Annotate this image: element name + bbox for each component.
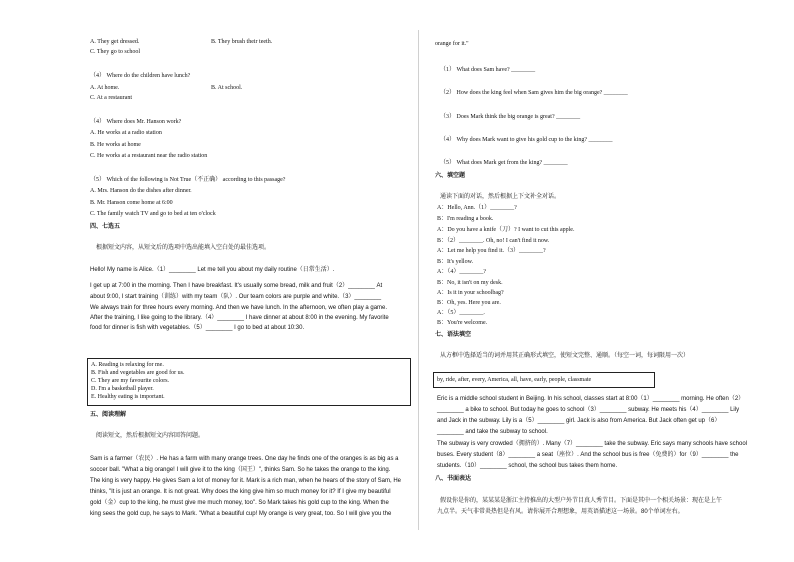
option-item: B. Fish and vegetables are good for us. [91,370,185,376]
section-title: 八、书面表达 [435,476,472,482]
question-stem: （4） Where do the children have lunch? [90,73,191,79]
section-instruction: 根据短文内容，从短文后的选项中选出能填入空白处的最佳选项。 [96,245,271,251]
passage-line: 假设你是你的，某某某是浙江主持推出的大型户外节目真人秀节目。下面是其中一个相关场景：现在是上午 [440,498,723,504]
question-stem: （4） Where does Mr. Hanson work? [90,119,182,125]
passage-line: We always train for three hours every morning. And then we have lunch. In the afternoon, we often play a game. [90,305,388,311]
passage-line: king sees the gold cup, he says to Mark. "What a beautiful cup! My orange is very great, too. So I will give you the [90,511,392,517]
section-instruction: 通读下面的对话，然后根据上下文补全对话。 [440,194,561,200]
dialog-line: B：（2）________. Oh, no! I can't find it now. [437,238,550,244]
passage-line: ________ and take the subway to school. [437,429,548,435]
passage-line: soccer ball. "What a big orange! I will give it to the king（国王）", thinks Sam. So he takes the orange to the king. [90,467,391,473]
dialog-line: B：Oh, yes. Here you are. [437,300,501,306]
option-b: B. Mr. Hanson come home at 6:00 [90,200,173,206]
passage-line: After the training, I like going to the library.（4）________ I have dinner at about 8:00 in the evening. My favorite [90,315,389,321]
options-box [87,358,411,406]
passage-line: The subway is very crowded（拥挤的）. Many（7）________ take the subway. Eric says many schools have school [437,441,748,447]
passage-line: food for dinner is fish with vegetables.（5）________ I go to bed at about 10:30. [90,325,305,331]
dialog-line: A：Do you have a knife（刀）? I want to cut this apple. [437,227,575,233]
word-list: by, ride, after, every, America, all, have, early, people, classmate [437,377,592,383]
option-item: D. I'm a basketball player. [91,386,154,392]
column-divider [418,30,419,530]
question-stem: （2） How does the king feel when Sam gives him the big orange? ________ [440,90,628,96]
dialog-line: A：Let me help you find it.（3）________? [437,248,546,254]
option-c: C. The family watch TV and go to bed at ten o'clock [90,211,216,217]
dialog-line: A：（5）________. [437,310,485,316]
passage-line: gold（金）cup to the king, he must give me much money, too". So Mark takes his gold cup to the king. When the [90,500,389,506]
passage-line: 九点半。天气非常炎热但是有风。请你展开合理想象，用英语描述这一场景。80个单词左右。 [437,509,684,515]
passage-line: about 9:00, I start training（训练）with my team（队）. Our team colors are purple and white.（3）________ [90,294,382,300]
question-stem: （1） What does Sam have? ________ [440,67,536,73]
option-a: A. Mrs. Hanson do the dishes after dinner. [90,188,192,194]
passage-line: I get up at 7:00 in the morning. Then I have breakfast. It's usually some bread, milk and fruit（2）________ At [90,283,383,289]
section-instruction: 从方框中选择适当的词并用其正确形式填空，使短文完整、通顺。（每空一词，每词限用一次） [440,353,690,359]
option-b: B. He works at home [90,142,141,148]
dialog-line: B：You're welcome. [437,320,488,326]
passage-line: thinks, "It is just an orange. It is not great. Why does the king give him so much money for it? If I give my beautiful [90,489,391,495]
option-c: C. They go to school [90,49,141,55]
option-b: B. At school. [211,85,243,91]
question-stem: （5） Which of the following is Not True（不正确） according to this passage? [90,177,286,183]
passage-line: students.（10）________ school, the school bus takes them home. [437,463,618,469]
passage-line: buses. Every student（8）________ a seat（座位）. And the school bus is free（免费的）for（9）________ the [437,452,739,458]
option-a: A. They get dressed. [90,39,140,45]
dialog-line: B：No, it isn't on my desk. [437,280,503,286]
passage-line: ________ a bike to school. But today he goes to school（3）________ subway. He meets his（4）________ Lily [437,407,740,413]
passage-line: The king is very happy. He gives Sam a lot of money for it. Mark is a rich man, when he hears of the story of Sam, He [90,478,402,484]
section-title: 六、填空题 [435,173,466,179]
option-item: C. They are my favourite colors. [91,378,170,384]
dialog-line: B：It's yellow. [437,259,474,265]
passage-line: orange for it." [435,41,469,47]
section-title: 七、语法填空 [435,332,472,338]
dialog-line: B：I'm reading a book. [437,216,494,222]
word-box [433,372,655,388]
passage-line: Eric is a middle school student in Beijing. In his school, classes start at 8:00（1）________ morning. He often（2） [437,396,745,402]
option-c: C. He works at a restaurant near the radio station [90,153,208,159]
dialog-line: A：Hello, Ann.（1）________? [437,205,517,211]
dialog-line: A：Is it in your schoolbag? [437,290,504,296]
question-stem: （4） Why does Mark want to give his gold cup to the king? ________ [440,137,613,143]
dialog-line: A：（4）________? [437,269,486,275]
question-stem: （3） Does Mark think the big orange is great? ________ [440,114,581,120]
option-a: A. He works at a radio station [90,130,162,136]
section-instruction: 阅读短文，然后根据短文内容回答问题。 [96,433,205,439]
option-item: E. Healthy eating is important. [91,394,165,400]
option-item: A. Reading is relaxing for me. [91,362,164,368]
option-b: B. They brush their teeth. [211,39,273,45]
option-a: A. At home. [90,85,120,91]
option-c: C. At a restaurant [90,95,132,101]
question-stem: （5） What does Mark get from the king? ________ [440,160,568,166]
section-title: 四、七选五 [90,224,121,230]
passage-line: and Jack in the subway. Lily is a（5）________ girl. Jack is also from America. But Jack often get up（6） [437,418,721,424]
section-title: 五、阅读理解 [90,412,127,418]
passage-line: Hello! My name is Alice.（1）________ Let me tell you about my daily routine（日常生活）. [90,267,335,273]
passage-line: Sam is a farmer（农民）. He has a farm with many orange trees. One day he finds one of the oranges is as big as a [90,456,399,462]
